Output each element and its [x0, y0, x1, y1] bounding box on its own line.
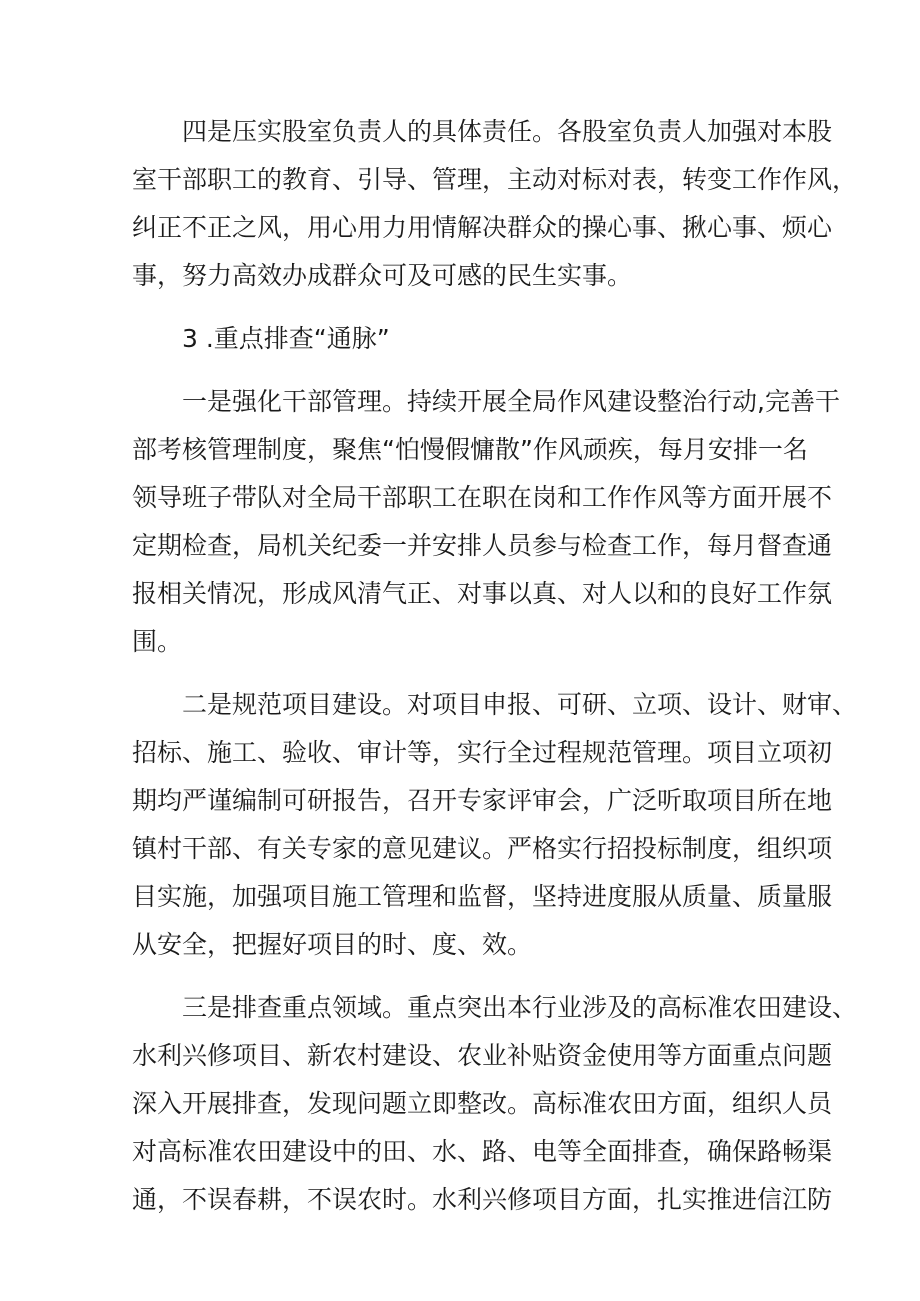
text-line: 二是规范项目建设。对项目申报、可研、立项、设计、财审、: [182, 690, 858, 719]
text-line: 镇村干部、有关专家的意见建议。严格实行招投标制度，组织项: [132, 834, 833, 863]
text-line: 通，不误春耕，不误农时。水利兴修项目方面，扎实推进信江防: [132, 1185, 833, 1214]
text-line: 室干部职工的教育、引导、管理，主动对标对表，转变工作作风，: [132, 165, 858, 194]
text-line: 对高标准农田建设中的田、水、路、电等全面排查，确保路畅渠: [132, 1137, 833, 1166]
text-line: 部考核管理制度，聚焦“怕慢假慵散”作风顽疾，每月安排一名: [132, 435, 808, 464]
text-line: 领导班子带队对全局干部职工在职在岗和工作作风等方面开展不: [132, 483, 833, 512]
text-line: 事，努力高效办成群众可及可感的民生实事。: [132, 261, 633, 290]
heading-text: 3 .重点排查“通脉”: [182, 324, 390, 353]
text-line: 定期检查，局机关纪委一并安排人员参与检查工作，每月督查通: [132, 531, 833, 560]
text-line: 纠正不正之风，用心用力用情解决群众的操心事、揪心事、烦心: [132, 213, 833, 242]
paragraph-project-construction: [132, 681, 858, 969]
text-line: 报相关情况，形成风清气正、对事以真、对人以和的良好工作氛: [132, 579, 833, 608]
section-heading: [132, 315, 802, 363]
text-line: 围。: [132, 627, 183, 656]
text-line: 从安全，把握好项目的时、度、效。: [132, 930, 533, 959]
paragraph-cadre-management: [132, 378, 840, 666]
document-body: [132, 108, 858, 1239]
text-line: 期均严谨编制可研报告，召开专家评审会，广泛听取项目所在地: [132, 786, 833, 815]
text-line: 水利兴修项目、新农村建设、农业补贴资金使用等方面重点问题: [132, 1041, 833, 1070]
text-line: 三是排查重点领域。重点突出本行业涉及的高标准农田建设、: [182, 993, 858, 1022]
text-line: 一是强化干部管理。持续开展全局作风建设整治行动,完善干: [182, 387, 840, 416]
text-line: 四是压实股室负责人的具体责任。各股室负责人加强对本股: [182, 117, 833, 146]
paragraph-stock-room-responsibility: [132, 108, 858, 300]
text-line: 招标、施工、验收、审计等，实行全过程规范管理。项目立项初: [132, 738, 833, 767]
paragraph-key-areas: [132, 984, 858, 1224]
text-line: 深入开展排查，发现问题立即整改。高标准农田方面，组织人员: [132, 1089, 833, 1118]
text-line: 目实施，加强项目施工管理和监督，坚持进度服从质量、质量服: [132, 882, 833, 911]
